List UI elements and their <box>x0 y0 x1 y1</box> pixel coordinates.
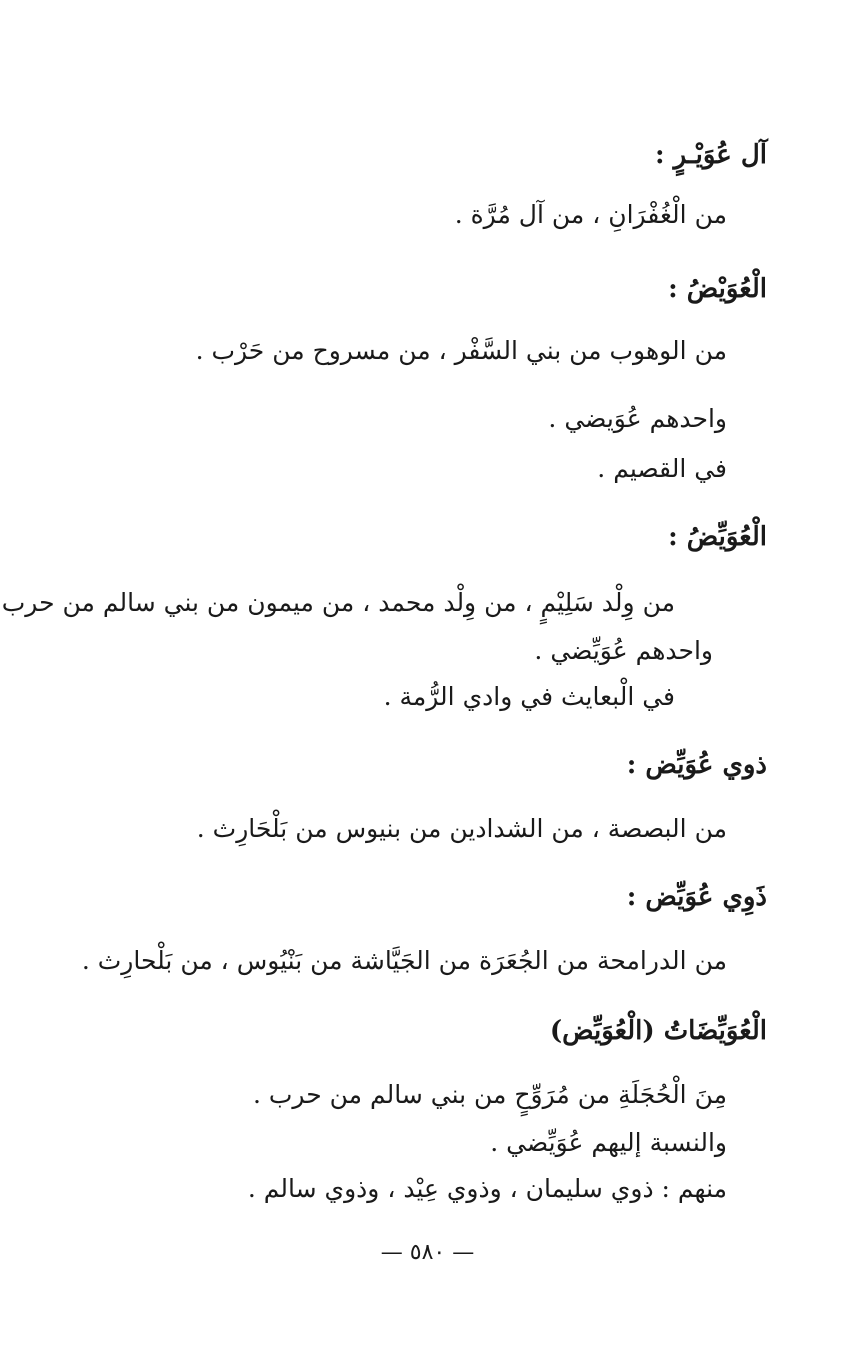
entry-line: منهم : ذوي سليمان ، وذوي عِيْد ، وذوي سالم . <box>247 1174 727 1203</box>
entry-line: مِنَ الْحُجَلَةِ من مُرَوِّحٍ من بني سالم من حرب . <box>252 1080 727 1109</box>
entry-line: من الدرامحة من الجُعَرَة من الجَيَّاشة من بَنْيُوس ، من بَلْحارِث . <box>81 946 727 975</box>
entry-line: في الْبعايث في وادي الرُّمة . <box>383 682 675 711</box>
entry-line: في القصيم . <box>597 454 727 483</box>
entry-heading: الْعُوَيْضُ : <box>668 274 767 304</box>
entry-line: من البصصة ، من الشدادين من بنيوس من بَلْحَارِث . <box>196 814 727 843</box>
entry-line: واحدهم عُوَيِّضي . <box>534 636 713 665</box>
entry-line: واحدهم عُوَيضي . <box>548 404 727 433</box>
entry-line: من الوهوب من بني السَّفْر ، من مسروح من حَرْب . <box>195 336 727 365</box>
entry-heading: ذوي عُوَيِّض : <box>626 750 767 780</box>
entry-line: من وِلْد سَلِيْمٍ ، من وِلْد محمد ، من ميمون من بني سالم من حرب <box>1 588 675 617</box>
page-number: — ٥٨٠ — <box>380 1240 475 1265</box>
entry-line: والنسبة إليهم عُوَيِّضي . <box>490 1128 727 1157</box>
entry-heading: الْعُوَيِّضَاتُ (الْعُوَيِّض) <box>549 1016 767 1046</box>
entry-line: من الْغُفْرَانِ ، من آل مُرَّة . <box>454 200 727 229</box>
entry-heading: الْعُوَيِّضُ : <box>668 522 767 552</box>
entry-heading: ذَوِي عُوَيِّض : <box>626 882 767 912</box>
entry-heading: آل عُوَيْـرٍ : <box>655 140 767 170</box>
